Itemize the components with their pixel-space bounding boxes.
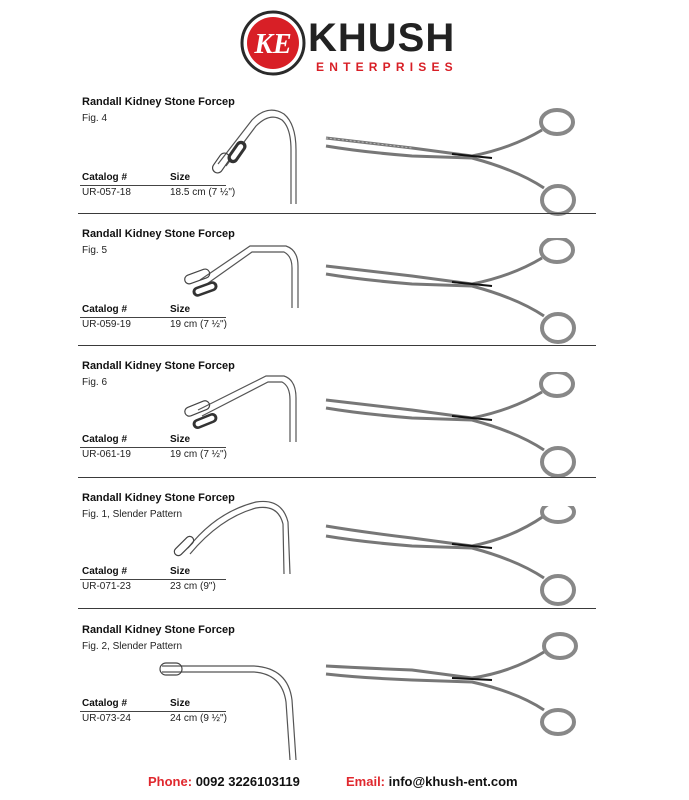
phone-number[interactable]: 0092 3226103119	[195, 774, 300, 789]
size-header: Size	[170, 566, 191, 577]
product-card	[78, 228, 598, 360]
size-value: 19 cm (7 ½")	[170, 449, 227, 460]
phone-label: Phone:	[148, 774, 193, 789]
catalog-header: Catalog #	[82, 172, 128, 183]
product-card	[78, 96, 598, 228]
size-value: 19 cm (7 ½")	[170, 319, 227, 330]
size-header: Size	[170, 304, 191, 315]
size-value: 23 cm (9")	[170, 581, 216, 592]
catalog-header: Catalog #	[82, 304, 128, 315]
catalog-header: Catalog #	[82, 698, 128, 709]
product-title: Randall Kidney Stone Forcep	[82, 624, 235, 636]
spec-divider	[80, 317, 226, 318]
spec-divider	[80, 579, 226, 580]
catalog-number: UR-073-24	[82, 713, 131, 724]
product-title: Randall Kidney Stone Forcep	[82, 492, 235, 504]
forcep-tip-illustration	[158, 660, 308, 760]
figure-label: Fig. 2, Slender Pattern	[82, 641, 183, 652]
spec-divider	[80, 185, 226, 186]
product-title: Randall Kidney Stone Forcep	[82, 96, 235, 108]
catalog-number: UR-061-19	[82, 449, 131, 460]
product-card	[78, 624, 598, 764]
forcep-tip-illustration	[166, 498, 306, 574]
forcep-illustration	[322, 372, 592, 482]
forcep-illustration	[322, 506, 592, 616]
figure-label: Fig. 6	[82, 377, 108, 388]
forcep-illustration	[322, 238, 592, 348]
figure-label: Fig. 1, Slender Pattern	[82, 509, 183, 520]
size-value: 24 cm (9 ½")	[170, 713, 227, 724]
product-card	[78, 492, 598, 624]
forcep-tip-illustration	[180, 236, 312, 308]
forcep-tip-illustration	[180, 370, 310, 442]
figure-label: Fig. 4	[82, 113, 108, 124]
email-label: Email:	[346, 774, 386, 789]
ke-badge-logo	[240, 10, 306, 76]
svg-text:KE: KE	[254, 29, 292, 60]
section-divider	[78, 213, 596, 214]
size-header: Size	[170, 172, 191, 183]
catalog-header: Catalog #	[82, 566, 128, 577]
phone-contact	[148, 774, 300, 789]
email-address[interactable]: info@khush-ent.com	[388, 774, 518, 789]
catalog-header: Catalog #	[82, 434, 128, 445]
product-title: Randall Kidney Stone Forcep	[82, 228, 235, 240]
size-value: 18.5 cm (7 ½")	[170, 187, 236, 198]
size-header: Size	[170, 434, 191, 445]
section-divider	[78, 477, 596, 478]
product-card	[78, 360, 598, 492]
figure-label: Fig. 5	[82, 245, 108, 256]
brand-tagline: ENTERPRISES	[316, 60, 458, 74]
forcep-illustration	[322, 108, 592, 218]
email-contact	[346, 774, 518, 789]
brand-name: KHUSH	[308, 16, 456, 60]
size-header: Size	[170, 698, 191, 709]
company-logo	[240, 10, 460, 76]
catalog-number: UR-071-23	[82, 581, 131, 592]
section-divider	[78, 345, 596, 346]
spec-divider	[80, 447, 226, 448]
product-title: Randall Kidney Stone Forcep	[82, 360, 235, 372]
catalog-number: UR-057-18	[82, 187, 131, 198]
catalog-number: UR-059-19	[82, 319, 131, 330]
forcep-illustration	[322, 628, 592, 738]
section-divider	[78, 608, 596, 609]
forcep-tip-illustration	[212, 104, 312, 208]
